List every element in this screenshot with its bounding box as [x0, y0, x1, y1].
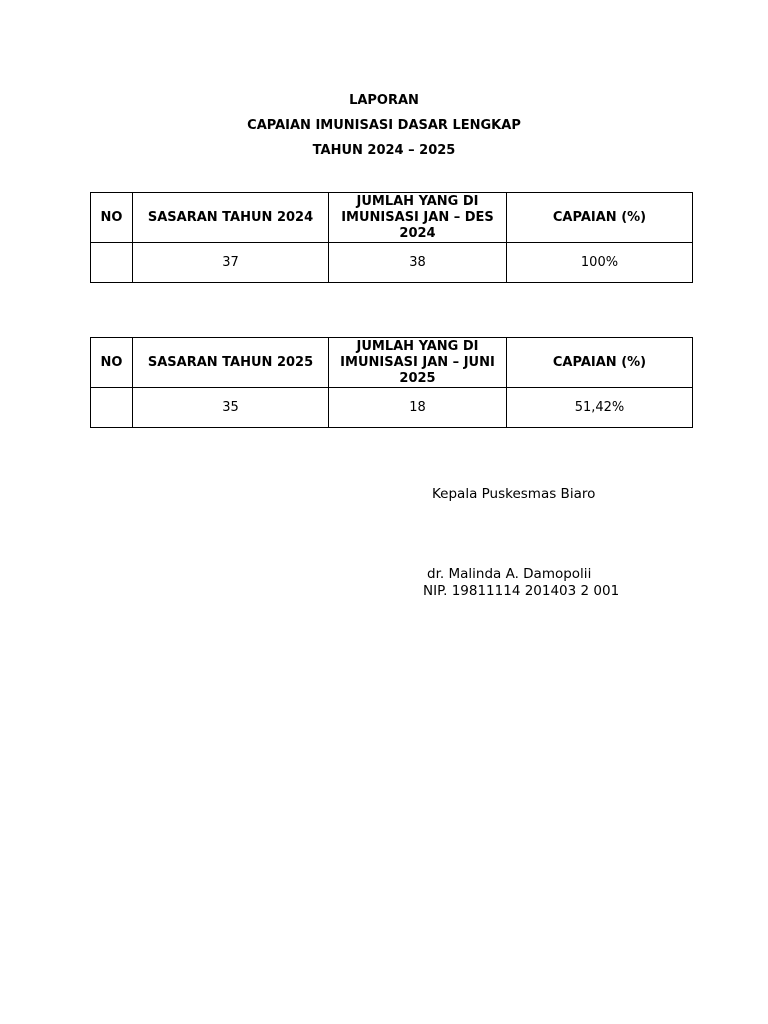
header-no: NO [91, 193, 133, 243]
cell-capaian: 51,42% [507, 388, 693, 428]
report-period: TAHUN 2024 – 2025 [312, 143, 456, 158]
report-subtitle: CAPAIAN IMUNISASI DASAR LENGKAP [247, 118, 521, 133]
header-no: NO [91, 338, 133, 388]
cell-sasaran: 37 [133, 243, 329, 283]
report-title: LAPORAN [349, 93, 419, 108]
signature-title: Kepala Puskesmas Biaro [432, 486, 596, 502]
signature-name: dr. Malinda A. Damopolii [427, 566, 592, 582]
header-capaian: CAPAIAN (%) [507, 193, 693, 243]
header-jumlah: JUMLAH YANG DI IMUNISASI JAN – JUNI 2025 [329, 338, 507, 388]
table-header-row [91, 193, 693, 243]
header-sasaran: SASARAN TAHUN 2025 [133, 338, 329, 388]
cell-no [91, 243, 133, 283]
header-jumlah: JUMLAH YANG DI IMUNISASI JAN – DES 2024 [329, 193, 507, 243]
cell-capaian: 100% [507, 243, 693, 283]
table-header-row [91, 338, 693, 388]
cell-sasaran: 35 [133, 388, 329, 428]
cell-no [91, 388, 133, 428]
signature-nip: NIP. 19811114 201403 2 001 [423, 583, 620, 599]
cell-jumlah: 38 [329, 243, 507, 283]
header-capaian: CAPAIAN (%) [507, 338, 693, 388]
table-2024 [90, 192, 693, 283]
table-row [91, 243, 693, 283]
table-row [91, 388, 693, 428]
table-2025 [90, 337, 693, 428]
cell-jumlah: 18 [329, 388, 507, 428]
header-sasaran: SASARAN TAHUN 2024 [133, 193, 329, 243]
